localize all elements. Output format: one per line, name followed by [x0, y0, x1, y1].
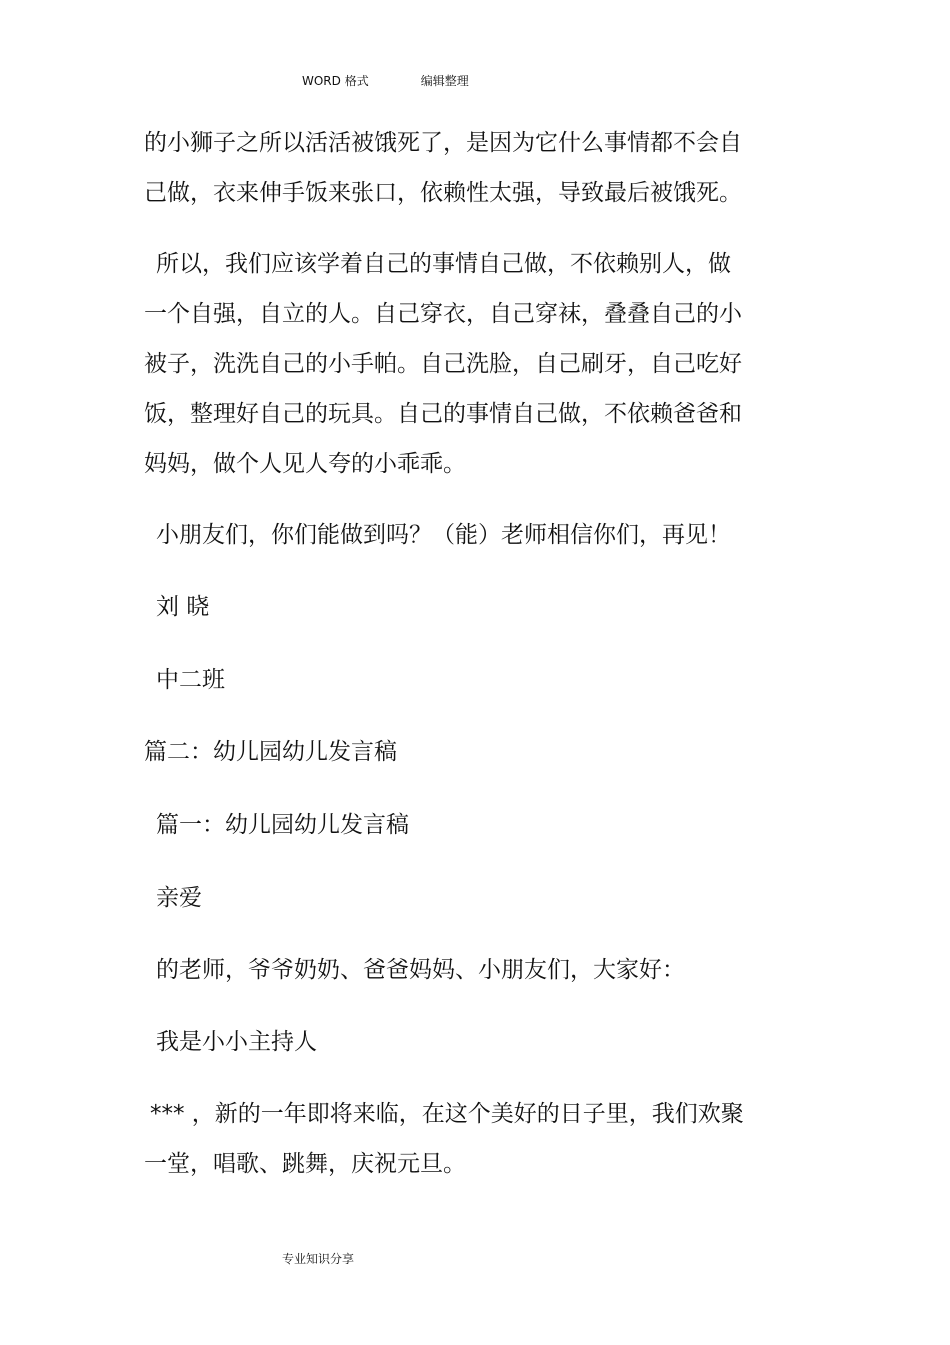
- text-line: 饭，整理好自己的玩具。自己的事情自己做，不依赖爸爸和: [144, 401, 742, 427]
- class-name: 中二班: [156, 667, 225, 693]
- text-line: 所以，我们应该学着自己的事情自己做，不依赖别人，做: [156, 251, 731, 277]
- text-line: 亲爱: [156, 885, 202, 911]
- text-line: 妈妈，做个人见人夸的小乖乖。: [144, 451, 466, 477]
- header-format-label: WORD 格式: [302, 74, 369, 88]
- text-line: 被子，洗洗自己的小手帕。自己洗脸，自己刷牙，自己吃好: [144, 351, 742, 377]
- text-line: 的老师，爷爷奶奶、爸爸妈妈、小朋友们，大家好：: [156, 957, 685, 983]
- author-name: 刘 晓: [156, 594, 210, 620]
- text-line: 一个自强，自立的人。自己穿衣，自己穿袜，叠叠自己的小: [144, 301, 742, 327]
- text-line: *** ，新的一年即将来临，在这个美好的日子里，我们欢聚: [150, 1101, 744, 1127]
- header-edit-label: 编辑整理: [420, 74, 469, 88]
- text-line: 的小狮子之所以活活被饿死了，是因为它什么事情都不会自: [144, 130, 742, 156]
- text-line: 我是小小主持人: [156, 1029, 317, 1055]
- text-line: 己做，衣来伸手饭来张口，依赖性太强，导致最后被饿死。: [144, 180, 742, 206]
- text-line: 小朋友们，你们能做到吗？（能）老师相信你们，再见！: [156, 522, 731, 548]
- section-heading: 篇二：幼儿园幼儿发言稿: [144, 739, 397, 765]
- page-header: [302, 72, 469, 89]
- page-footer: 专业知识分享: [282, 1252, 355, 1266]
- text-line: 一堂，唱歌、跳舞，庆祝元旦。: [144, 1151, 466, 1177]
- section-heading: 篇一：幼儿园幼儿发言稿: [156, 812, 409, 838]
